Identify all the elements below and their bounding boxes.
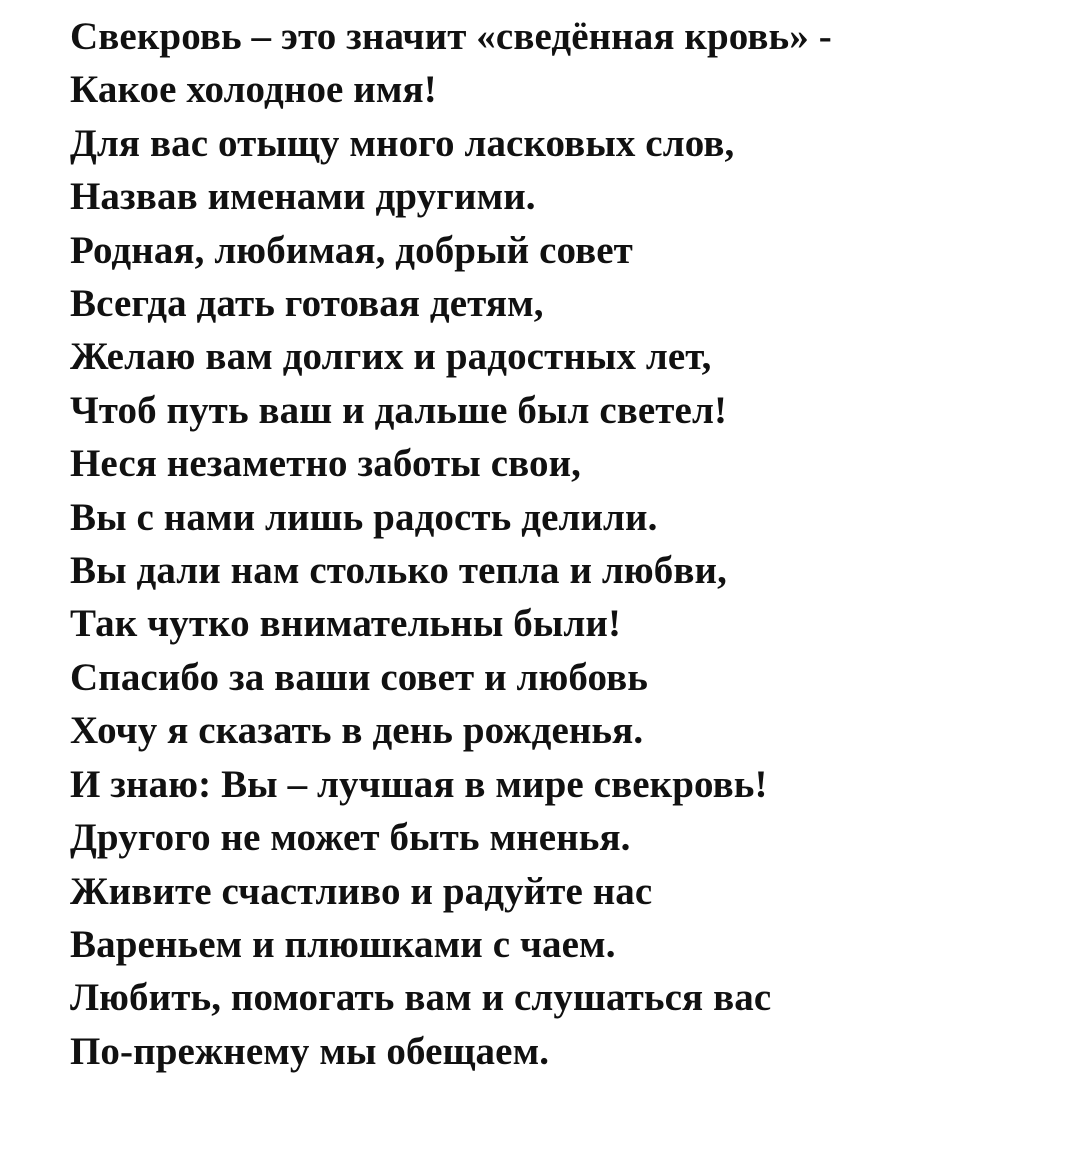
poem-line: Родная, любимая, добрый совет <box>70 228 633 272</box>
poem-line: Чтоб путь ваш и дальше был светел! <box>70 388 728 432</box>
poem-line: Для вас отыщу много ласковых слов, <box>70 121 735 165</box>
poem-line: Так чутко внимательны были! <box>70 602 622 646</box>
poem-line: Всегда дать готовая детям, <box>70 282 544 326</box>
poem-line: Вы с нами лишь радость делили. <box>70 495 658 539</box>
poem-text <box>70 10 1060 1078</box>
poem-line: Желаю вам долгих и радостных лет, <box>70 335 712 379</box>
poem-line: Любить, помогать вам и слушаться вас <box>70 976 772 1020</box>
poem-line: Живите счастливо и радуйте нас <box>70 869 653 913</box>
poem-line: По-прежнему мы обещаем. <box>70 1029 550 1073</box>
poem-line: Назвав именами другими. <box>70 175 536 219</box>
poem-line: Вы дали нам столько тепла и любви, <box>70 549 727 593</box>
poem-line: Другого не может быть мненья. <box>70 816 631 860</box>
poem-line: Хочу я сказать в день рожденья. <box>70 709 644 753</box>
poem-line: Какое холодное имя! <box>70 68 437 112</box>
poem-line: Спасибо за ваши совет и любовь <box>70 655 649 699</box>
poem-line: Вареньем и плюшками с чаем. <box>70 922 616 966</box>
poem-line: Неся незаметно заботы свои, <box>70 442 582 486</box>
poem-line: И знаю: Вы – лучшая в мире свекровь! <box>70 762 768 806</box>
poem-line: Свекровь – это значит «сведённая кровь» - <box>70 15 832 58</box>
